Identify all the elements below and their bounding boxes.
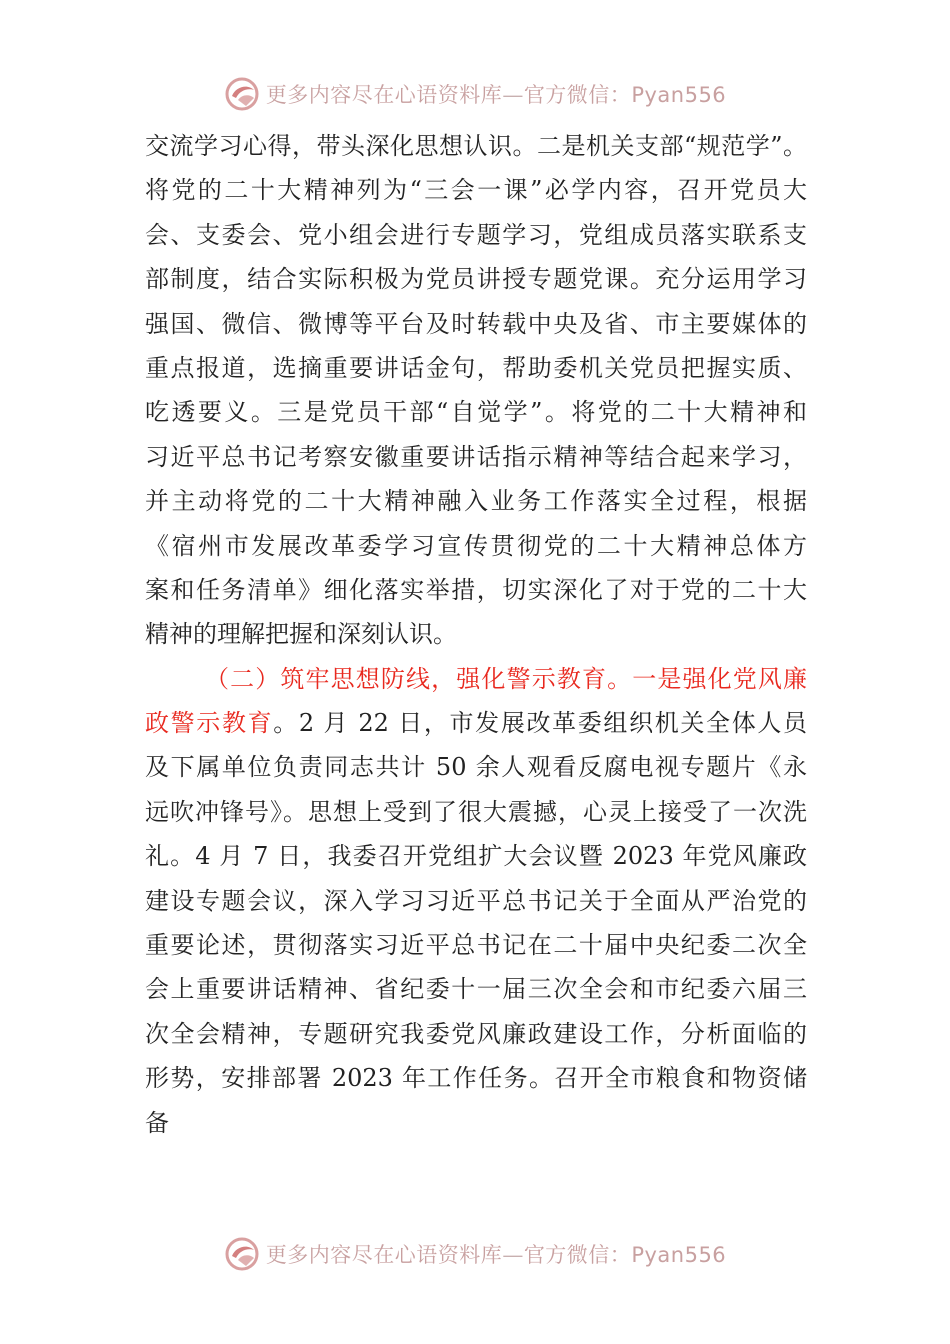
footer-watermark-banner	[0, 1232, 950, 1276]
text-line: 远吹冲锋号》。思想上受到了很大震撼，心灵上接受了一次洗	[145, 797, 807, 826]
text-line: 将党的二十大精神列为“三会一课”必学内容，召开党员大	[145, 176, 807, 205]
watermark-wechat-id: Pyan556	[631, 83, 727, 107]
text-line: 强国、微信、微博等平台及时转载中央及省、市主要媒体的	[145, 309, 807, 338]
text-line: 会、支委会、党小组会进行专题学习，党组成员落实联系支	[145, 220, 807, 249]
brand-logo-icon	[224, 1236, 260, 1272]
text-line: 及下属单位负责同志共计 50 余人观看反腐电视专题片《永	[145, 753, 807, 782]
watermark-brand: 更多内容尽在心语资料库	[265, 83, 503, 107]
text-line: 形势，安排部署 2023 年工作任务。召开全市粮食和物资储	[145, 1064, 807, 1093]
text-line: 建设专题会议，深入学习习近平总书记关于全面从严治党的	[145, 886, 807, 915]
watermark-text	[266, 79, 726, 109]
text-line: 次全会精神，专题研究我委党风廉政建设工作，分析面临的	[145, 1019, 807, 1048]
watermark-dash: —	[502, 83, 524, 107]
watermark-official: 官方微信：	[523, 83, 632, 107]
text-line-rest: 。2 月 22 日，市发展改革委组织机关全体人员	[273, 709, 807, 738]
watermark-text	[266, 1239, 726, 1269]
text-line-mixed	[145, 701, 807, 745]
watermark-dash: —	[502, 1243, 524, 1267]
text-line: 重点报道，选摘重要讲话金句，帮助委机关党员把握实质、	[145, 353, 807, 382]
section-heading-continued: 政警示教育	[145, 709, 274, 738]
text-line: 习近平总书记考察安徽重要讲话指示精神等结合起来学习，	[145, 442, 807, 471]
section-heading: （二）筑牢思想防线，强化警示教育。一是强化党风廉	[205, 664, 807, 693]
text-line: 案和任务清单》细化落实举措，切实深化了对于党的二十大	[145, 575, 807, 604]
text-line: 《宿州市发展改革委学习宣传贯彻党的二十大精神总体方	[145, 531, 807, 560]
header-watermark-banner	[0, 72, 950, 116]
watermark-wechat-id: Pyan556	[631, 1243, 727, 1267]
brand-logo-icon	[224, 76, 260, 112]
text-line: 精神的理解把握和深刻认识。	[145, 620, 457, 649]
text-line: 礼。4 月 7 日，我委召开党组扩大会议暨 2023 年党风廉政	[145, 842, 807, 871]
text-line: 部制度，结合实际积极为党员讲授专题党课。充分运用学习	[145, 265, 807, 294]
text-line: 并主动将党的二十大精神融入业务工作落实全过程，根据	[145, 487, 807, 516]
document-body	[145, 124, 807, 1145]
text-line: 交流学习心得，带头深化思想认识。二是机关支部“规范学”。	[145, 132, 807, 160]
text-line: 会上重要讲话精神、省纪委十一届三次全会和市纪委六届三	[145, 975, 807, 1004]
text-line: 重要论述，贯彻落实习近平总书记在二十届中央纪委二次全	[145, 931, 807, 960]
watermark-brand: 更多内容尽在心语资料库	[265, 1243, 503, 1267]
text-line: 备	[145, 1108, 169, 1137]
text-line: 吃透要义。三是党员干部“自觉学”。将党的二十大精神和	[145, 398, 807, 427]
watermark-official: 官方微信：	[523, 1243, 632, 1267]
